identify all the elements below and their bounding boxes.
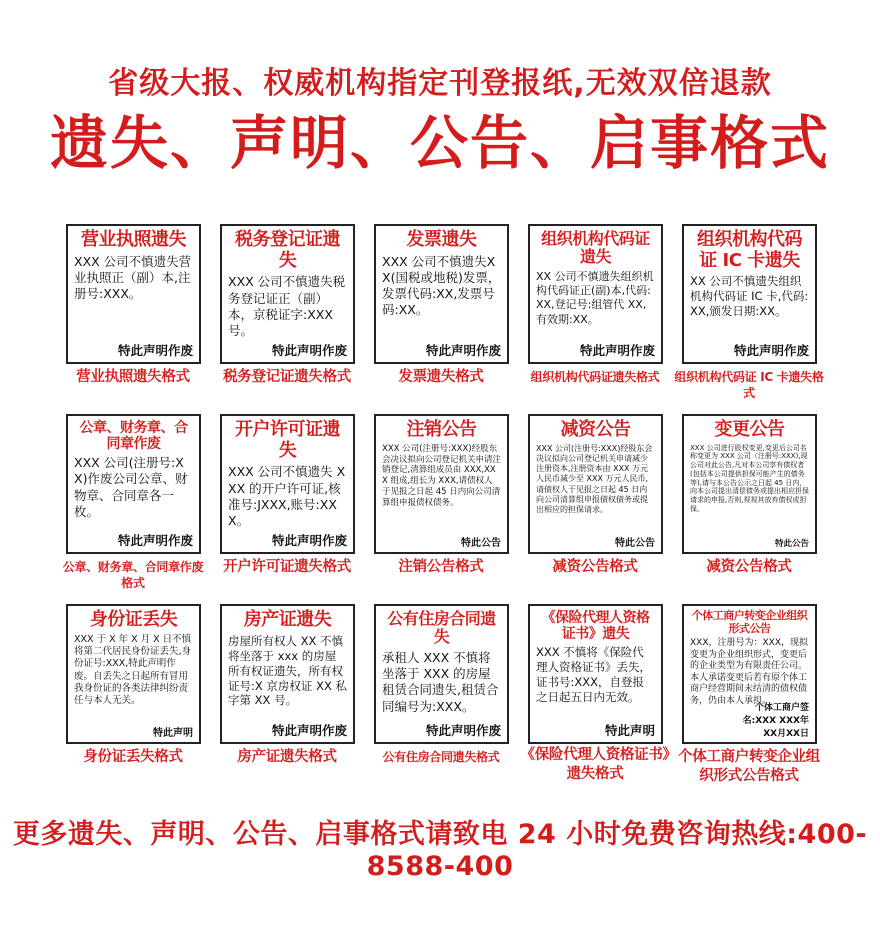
card-self-employed-conversion — [682, 604, 817, 744]
card-body: XXX 公司(注册号:XX)作废公司公章、财物章、合同章各一枚。 — [74, 455, 188, 519]
card-footer: 个体工商户签名:XXX XXX年XX月XX日 — [742, 703, 809, 739]
header-title: 遗失、声明、公告、启事格式 — [49, 109, 830, 177]
card-footer: 特此声明 — [604, 723, 655, 738]
card-footer: 特此公告 — [615, 538, 655, 549]
card-body: 房屋所有权人 XX 不慎将坐落于 xxx 的房屋所有权证遗失，所有权证号:X 京房权证 XX 私字第 XX 号。 — [228, 633, 347, 708]
card-footer: 特此声明作废 — [117, 343, 193, 358]
card-title: 减资公告 — [560, 419, 631, 440]
card-body: XXX 公司不慎遗失税务登记证正（副）本，京税证字:XXX 号。 — [228, 274, 346, 339]
card-body: XX 公司不慎遗失组织机构代码证 IC 卡,代码:XX,颁发日期:XX。 — [690, 274, 809, 319]
card-footer: 特此声明作废 — [425, 343, 501, 358]
card-org-code — [528, 224, 663, 364]
card-property-cert — [220, 604, 355, 744]
caption-id-card-lost: 身份证丢失格式 — [83, 749, 183, 765]
card-title: 发票遗失 — [406, 229, 477, 250]
card-footer: 特此声明作废 — [271, 533, 347, 548]
card-footer: 特此声明作废 — [271, 723, 347, 738]
card-body: XXX 公司不慎遗失 XXX 的开户许可证,核准号:JXXX,账号:XXX。 — [228, 464, 346, 529]
caption-org-code-ic: 组织机构代码证 IC 卡遗失格式 — [674, 370, 824, 400]
caption-self-employed-conversion: 个体工商户转变企业组织形式公告格式 — [678, 749, 820, 784]
caption-seal-void: 公章、财务章、合同章作废格式 — [62, 560, 204, 590]
card-footer: 特此声明作废 — [425, 723, 501, 738]
card-title: 开户许可证遗失 — [235, 419, 340, 461]
footer-hotline: 更多遗失、声明、公告、启事格式请致电 24 小时免费咨询热线:400-8588-400 — [12, 819, 868, 882]
card-footer: 特此声明作废 — [733, 343, 809, 358]
card-footer: 特此公告 — [774, 539, 809, 549]
caption-tax-registration: 税务登记证遗失格式 — [223, 369, 351, 385]
card-deregistration — [374, 414, 509, 554]
card-title: 《保险代理人资格证书》遗失 — [541, 610, 650, 643]
card-body: XXX 公司(注册号:XXX)经股东会决议拟向公司登记机关申请减少注册资本,注册资本由 XXX 万元人民币减少至 XXX 万元人民币,请债权人于见报之日起 45 日内向公司清算组申报债权债务或提出相应的担保请求。 — [536, 443, 653, 515]
card-tax-registration — [220, 224, 355, 364]
card-org-code-ic — [682, 224, 817, 364]
card-body: XXX 于 X 年 X 月 X 日不慎将第二代居民身份证丢失,身份证号:XXX,特此声明作废。自丢失之日起所有冒用我身份证的各类法律纠纷责任与本人无关。 — [74, 633, 192, 707]
card-body: XXX 公司(注册号:XXX)经股东会决议拟向公司登记机关申请注销登记,清算组成员由 XXX,XXX 组成,组长为 XXX,请债权人于见报之日起 45 日内向公司清算组申报债权债务。 — [382, 443, 502, 509]
card-body: 承租人 XXX 不慎将坐落于 XXX 的房屋租赁合同遗失,租赁合同编号为:XXX。 — [382, 649, 499, 714]
card-title: 公章、财务章、合同章作废 — [79, 420, 188, 453]
caption-property-cert: 房产证遗失格式 — [237, 749, 337, 765]
card-change-notice — [682, 414, 817, 554]
caption-change-notice: 减资公告格式 — [706, 559, 792, 575]
card-body: XXX 公司不慎遗失营业执照正（副）本,注册号:XXX。 — [74, 253, 192, 302]
header-subtitle: 省级大报、权威机构指定刊登报纸,无效双倍退款 — [108, 66, 772, 101]
card-title: 组织机构代码证遗失 — [541, 229, 650, 267]
card-public-housing — [374, 604, 509, 744]
card-footer: 特此声明作废 — [117, 533, 193, 548]
card-business-license — [66, 224, 201, 364]
caption-deregistration: 注销公告格式 — [398, 559, 484, 575]
card-title: 组织机构代码证 IC 卡遗失 — [697, 229, 802, 271]
card-body: XXX，注册号为：XXX，现拟变更为企业组织形式，变更后的企业类型为有限责任公司。本人承诺变更后若有原个体工商户经营期间未结清的债权债务，仍由本人承担。 — [690, 638, 808, 706]
card-title: 营业执照遗失 — [81, 229, 186, 250]
card-title: 税务登记证遗失 — [235, 229, 340, 271]
card-footer: 特此声明作废 — [271, 343, 347, 358]
card-invoice — [374, 224, 509, 364]
caption-invoice: 发票遗失格式 — [398, 369, 484, 385]
card-title: 个体工商户转变企业组织形式公告 — [691, 609, 808, 635]
caption-public-housing: 公有住房合同遗失格式 — [382, 750, 500, 764]
card-footer: 特此声明 — [153, 728, 193, 739]
card-title: 注销公告 — [406, 419, 477, 440]
card-title: 变更公告 — [714, 419, 785, 440]
card-id-card-lost — [66, 604, 201, 744]
caption-capital-reduction: 减资公告格式 — [552, 559, 638, 575]
card-footer: 特此公告 — [461, 538, 501, 549]
card-insurance-agent — [528, 604, 663, 744]
card-body: XXX 公司不慎遗失XX(国税或地税)发票，发票代码:XX,发票号码:XX。 — [382, 253, 501, 318]
card-title: 身份证丢失 — [89, 609, 178, 630]
card-footer: 特此声明作废 — [579, 343, 655, 358]
card-capital-reduction — [528, 414, 663, 554]
card-body: XX 公司不慎遗失组织机构代码证正(副)本,代码:XX,登记号:组管代 XX,有效期:XX。 — [536, 269, 654, 326]
card-seal-void — [66, 414, 201, 554]
card-body: XXX 不慎将《保险代理人资格证书》丢失，证书号:XXX，自登报之日起五日内无效。 — [536, 645, 651, 704]
caption-org-code: 组织机构代码证遗失格式 — [530, 370, 660, 384]
caption-business-license: 营业执照遗失格式 — [76, 369, 190, 385]
card-title: 公有住房合同遗失 — [387, 609, 496, 647]
card-account-license — [220, 414, 355, 554]
caption-insurance-agent: 《保险代理人资格证书》遗失格式 — [520, 747, 670, 782]
caption-account-license: 开户许可证遗失格式 — [223, 559, 351, 575]
card-title: 房产证遗失 — [243, 609, 332, 630]
card-body: XXX 公司进行股权变更,变更后公司名称变更为 XXX 公司（注册号:XXX),现公司对此公告,凡对本公司享有债权者(包括本公司提供担保可能产生的债务等),请与本公告公示之日起 45 日内，向本公司提出清偿债务或提出相应担保请求的申报,否则,视视其放弃债权或担保。 — [690, 443, 809, 513]
